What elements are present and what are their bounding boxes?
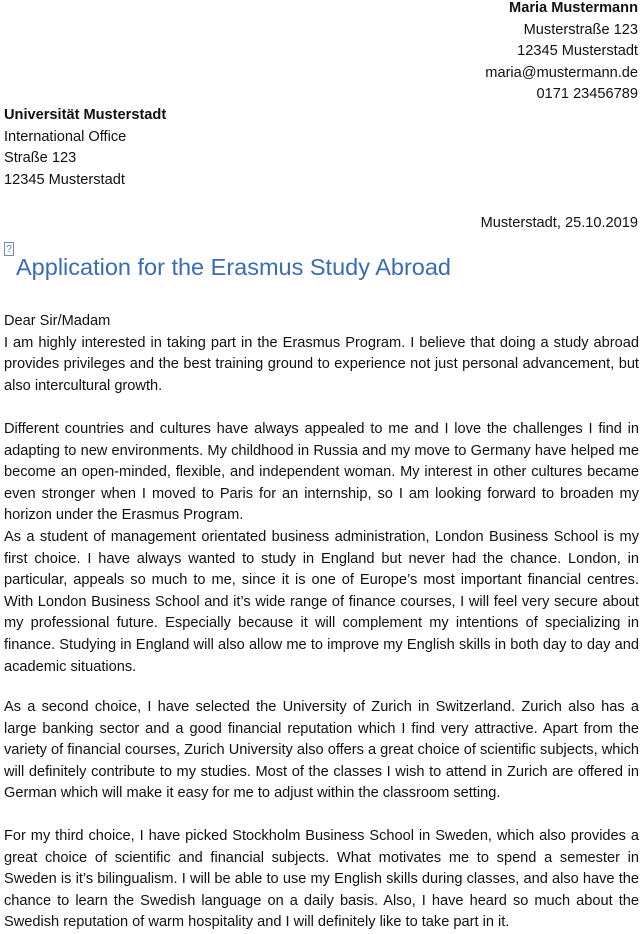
- recipient-department: International Office: [4, 128, 127, 145]
- sender-phone: 0171 23456789: [536, 86, 638, 103]
- body-paragraph-1: I am highly interested in taking part in the Erasmus Program. I believe that doing a study abroad provides privileges and the best training ground to experience not just personal advancement, but also intercultural growth.: [4, 334, 639, 394]
- recipient-organization: Universität Musterstadt: [4, 107, 167, 123]
- sender-street: Musterstraße 123: [523, 21, 638, 38]
- body-paragraph-3: As a student of management orientated business administration, London Business School is my first choice. I have always wanted to study in England but never had the chance. London, in particular, appeals so much to me, since it is one of Europe’s most important financial centres. With London Business School and it’s wide range of finance courses, I will feel very secure about my professional future. Especially because it will complement my intentions of specializing in finance. Studying in England will also allow me to improve my English skills in both day to day and academic situations.: [4, 529, 639, 675]
- recipient-street: Straße 123: [4, 150, 77, 167]
- body-paragraph-2: Different countries and cultures have always appealed to me and I love the challenges I find in adapting to new environments. My childhood in Russia and my move to Germany have helped me become an open-minded, flexible, and independent woman. My interest in other cultures became even stronger when I moved to Paris for an internship, so I am looking forward to broaden my horizon under the Erasmus Program.: [4, 421, 639, 524]
- subject-heading: Application for the Erasmus Study Abroad: [16, 254, 451, 280]
- date-line: Musterstadt, 25.10.2019: [480, 215, 638, 231]
- sender-email: maria@mustermann.de: [485, 64, 638, 81]
- body-paragraph-4: As a second choice, I have selected the University of Zurich in Switzerland. Zurich also has a large banking sector and a good financial reputation which I find very attractive. Apart from the variety of financial courses, Zurich University also offers a great choice of scientific subjects, which will definitely contribute to my studies. Most of the classes I wish to attend in Zurich are offered in German which will make it easy for me to adjust within the classroom setting.: [4, 699, 639, 802]
- body-paragraph-5: For my third choice, I have picked Stockholm Business School in Sweden, which also provides a great choice of scientific and financial subjects. What motivates me to spend a semester in Sweden is it’s bilingualism. I will be able to use my English skills during classes, and also have the chance to learn the Swedish language on a daily basis. Also, I have heard so much about the Swedish reputation of warm hospitality and I will definitely like to take part in it.: [4, 828, 639, 931]
- broken-image-icon: ?: [4, 242, 14, 256]
- sender-city: 12345 Musterstadt: [517, 43, 638, 60]
- sender-name: Maria Mustermann: [509, 0, 638, 16]
- salutation: Dear Sir/Madam: [4, 313, 111, 329]
- recipient-city: 12345 Musterstadt: [4, 171, 125, 188]
